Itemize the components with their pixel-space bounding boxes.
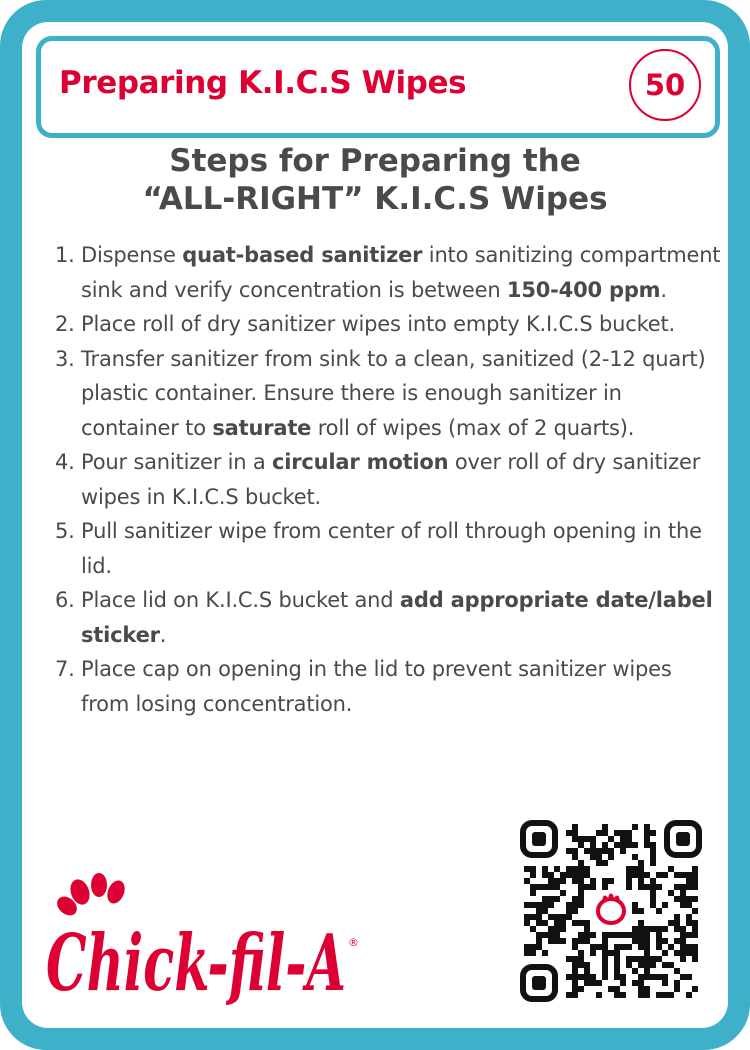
step-text: roll of wipes (max of 2 quarts). [311, 415, 635, 440]
step-item [55, 238, 723, 307]
step-item [55, 445, 723, 514]
step-number: 4. [55, 450, 75, 474]
step-text: Transfer sanitizer from sink to a clean, sanitized (2-12 quart) plastic container. Ensure there is enough sanitizer in container to [81, 346, 706, 440]
step-emphasis: saturate [212, 415, 312, 440]
card-number-badge: 50 [629, 49, 701, 121]
step-text: Place lid on K.I.C.S bucket and [81, 588, 400, 612]
header-box [36, 36, 720, 138]
step-number: 2. [55, 312, 75, 336]
registered-mark: ® [348, 936, 359, 949]
chick-fil-a-logo-icon [40, 872, 370, 1014]
step-text: Dispense [81, 243, 183, 267]
step-number: 7. [55, 657, 75, 681]
step-number: 5. [55, 519, 75, 543]
qr-code-icon [518, 818, 704, 1004]
steps-heading-line-2: “ALL-RIGHT” K.I.C.S Wipes [142, 181, 608, 217]
step-item [55, 514, 723, 583]
step-text: over roll of dry sanitizer wipes in K.I.C.S bucket. [81, 450, 701, 509]
qr-code[interactable] [518, 818, 704, 1008]
steps-heading-line-1: Steps for Preparing the [169, 143, 581, 179]
step-text: into sanitizing compartment sink and verify concentration is between [81, 243, 721, 302]
step-number: 1. [55, 243, 75, 267]
step-item [55, 342, 723, 446]
step-emphasis: add appropriate date/label sticker [81, 588, 713, 647]
steps-list [55, 238, 723, 721]
step-text: Pour sanitizer in a [81, 450, 273, 474]
step-text: . [159, 622, 167, 647]
step-item [55, 583, 723, 652]
step-text: . [660, 277, 667, 302]
step-number: 6. [55, 588, 75, 612]
step-emphasis: quat-based sanitizer [182, 243, 423, 267]
step-item [55, 652, 723, 721]
step-text: Place roll of dry sanitizer wipes into empty K.I.C.S bucket. [81, 312, 676, 336]
step-text: Pull sanitizer wipe from center of roll through opening in the lid. [81, 519, 702, 578]
step-emphasis: circular motion [272, 450, 449, 474]
step-text: Place cap on opening in the lid to prevent sanitizer wipes from losing concentration. [81, 657, 672, 716]
steps-heading [60, 142, 690, 218]
step-emphasis: 150-400 ppm [506, 277, 661, 302]
step-number: 3. [55, 346, 75, 371]
logo-wordmark: Chick-fil-A [46, 918, 346, 1009]
page-title: Preparing K.I.C.S Wipes [59, 65, 467, 101]
step-item [55, 307, 723, 342]
chick-fil-a-logo [40, 872, 370, 1018]
